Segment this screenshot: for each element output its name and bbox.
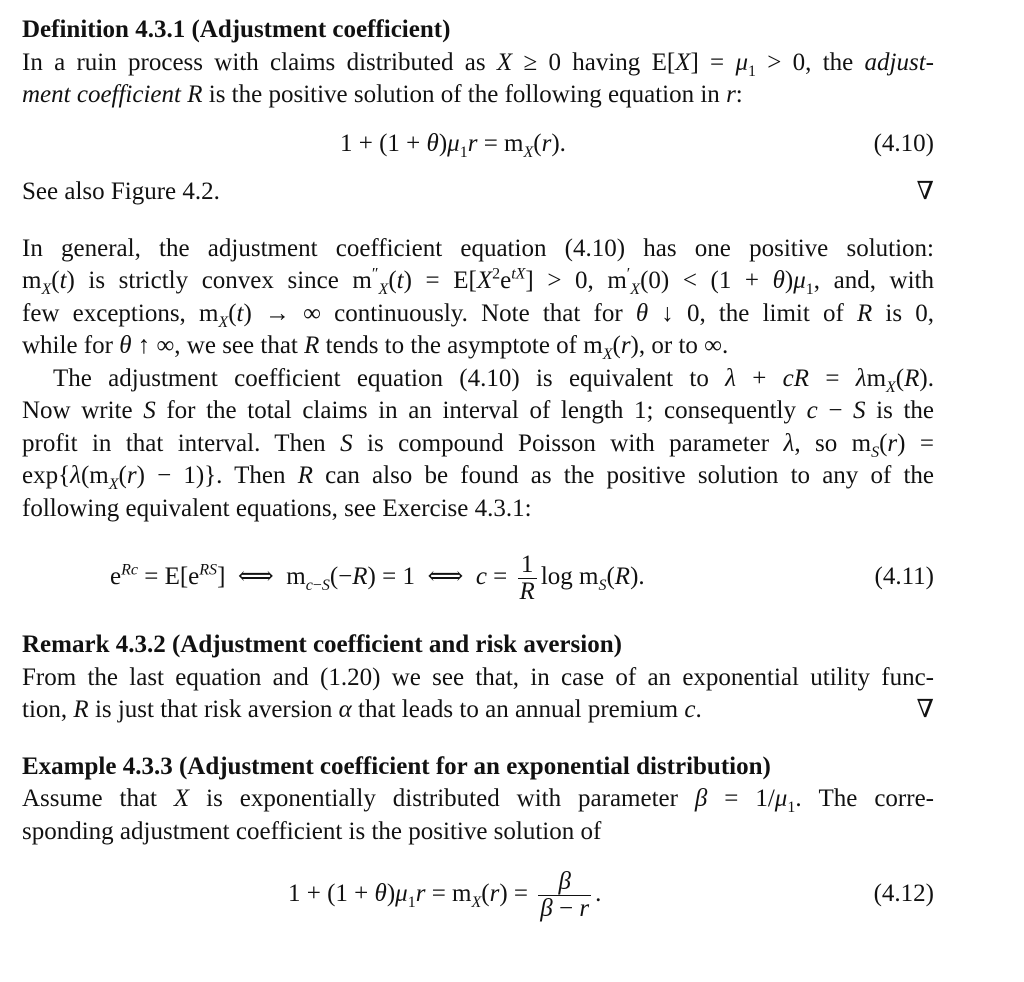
fraction-1-over-R: $\frac{1}{R}$ xyxy=(519,550,535,605)
paragraph-line: $\exp\{\lambda(m_X(r) - 1)\}$. Then R can also be found as the positive solution to any of the xyxy=(22,462,935,493)
example-line-2: sponding adjustment coefficient is the positive solution of xyxy=(22,817,602,845)
definition-heading: Definition 4.3.1 (Adjustment coefficient) xyxy=(22,16,451,43)
remark-line-2: tion, R is just that risk aversion α that leads to an annual premium c. ∇ xyxy=(22,694,934,727)
paragraph-line: The adjustment coefficient equation (4.10) is equivalent to λ + cR = $\lambda m_X(R)$. xyxy=(53,364,934,396)
equation-4-10 xyxy=(22,128,934,161)
equation-4-10-body: $1 + (1 + \theta)\mu_1r = m_X(r)$. xyxy=(340,129,566,161)
end-of-remark-marker: ∇ xyxy=(916,696,934,723)
paragraph-line: $m_X(t)$ is strictly convex since $m''_X(t) = E[X^2e^{tX}] > 0$, $m'_X(0) < (1 + \theta)\mu_1$, and, with xyxy=(22,265,934,298)
paragraph-line: following equivalent equations, see Exercise 4.3.1: xyxy=(22,494,532,522)
definition-line-2: ment coefficient R is the positive solution of the following equation in r: xyxy=(22,81,743,108)
equation-number: (4.12) xyxy=(873,880,934,907)
paragraph-line: Now write S for the total claims in an interval of length 1; consequently c − S is the xyxy=(22,397,934,424)
fraction-beta-over-beta-minus-r: $\frac{\beta}{\beta - r}$ xyxy=(540,867,590,922)
equation-4-12 xyxy=(22,864,934,924)
see-also-line xyxy=(22,176,934,209)
equation-4-11-body: $e^{Rc} = E[e^{RS}]$ ⟺ $m_{c-S}(-R) = 1$ ⟺ c = $\frac{1}{R}$ $\log m_S(R)$. xyxy=(110,550,645,605)
definition-line-1: In a ruin process with claims distributed as X ≥ 0 having $E[X] = \mu_1 > 0$, the adjust- xyxy=(22,48,934,80)
example-heading: Example 4.3.3 (Adjustment coefficient for an exponential distribution) xyxy=(22,752,771,780)
end-of-definition-marker: ∇ xyxy=(916,178,934,205)
paragraph-line: few exceptions, $m_X(t)$ → ∞ continuously. Note that for θ ↓ 0, the limit of R is 0, xyxy=(22,299,934,331)
paragraph-line: profit in that interval. Then S is compound Poisson with parameter λ, so $m_S(r)$ = xyxy=(22,429,934,461)
remark-heading: Remark 4.3.2 (Adjustment coefficient and risk aversion) xyxy=(22,631,622,658)
see-also-text: See also Figure 4.2. xyxy=(22,178,220,205)
paragraph-line: while for θ ↑ ∞, we see that R tends to the asymptote of $m_X(r)$, or to ∞. xyxy=(22,332,729,363)
remark-line-1: From the last equation and (1.20) we see that, in case of an exponential utility func- xyxy=(22,663,934,691)
text-page xyxy=(22,14,934,924)
example-line-1: Assume that X is exponentially distributed with parameter $\beta = 1/\mu_1$. The corre- xyxy=(22,785,934,816)
paragraph-line: In general, the adjustment coefficient equation (4.10) has one positive solution: xyxy=(22,234,934,262)
equation-number: (4.10) xyxy=(873,129,934,157)
equation-4-11 xyxy=(22,549,934,605)
equation-number: (4.11) xyxy=(874,563,934,590)
equation-4-12-body: $1 + (1 + \theta)\mu_1r = m_X(r)$ = $\frac{\beta}{\beta - r}$ . xyxy=(288,867,602,922)
